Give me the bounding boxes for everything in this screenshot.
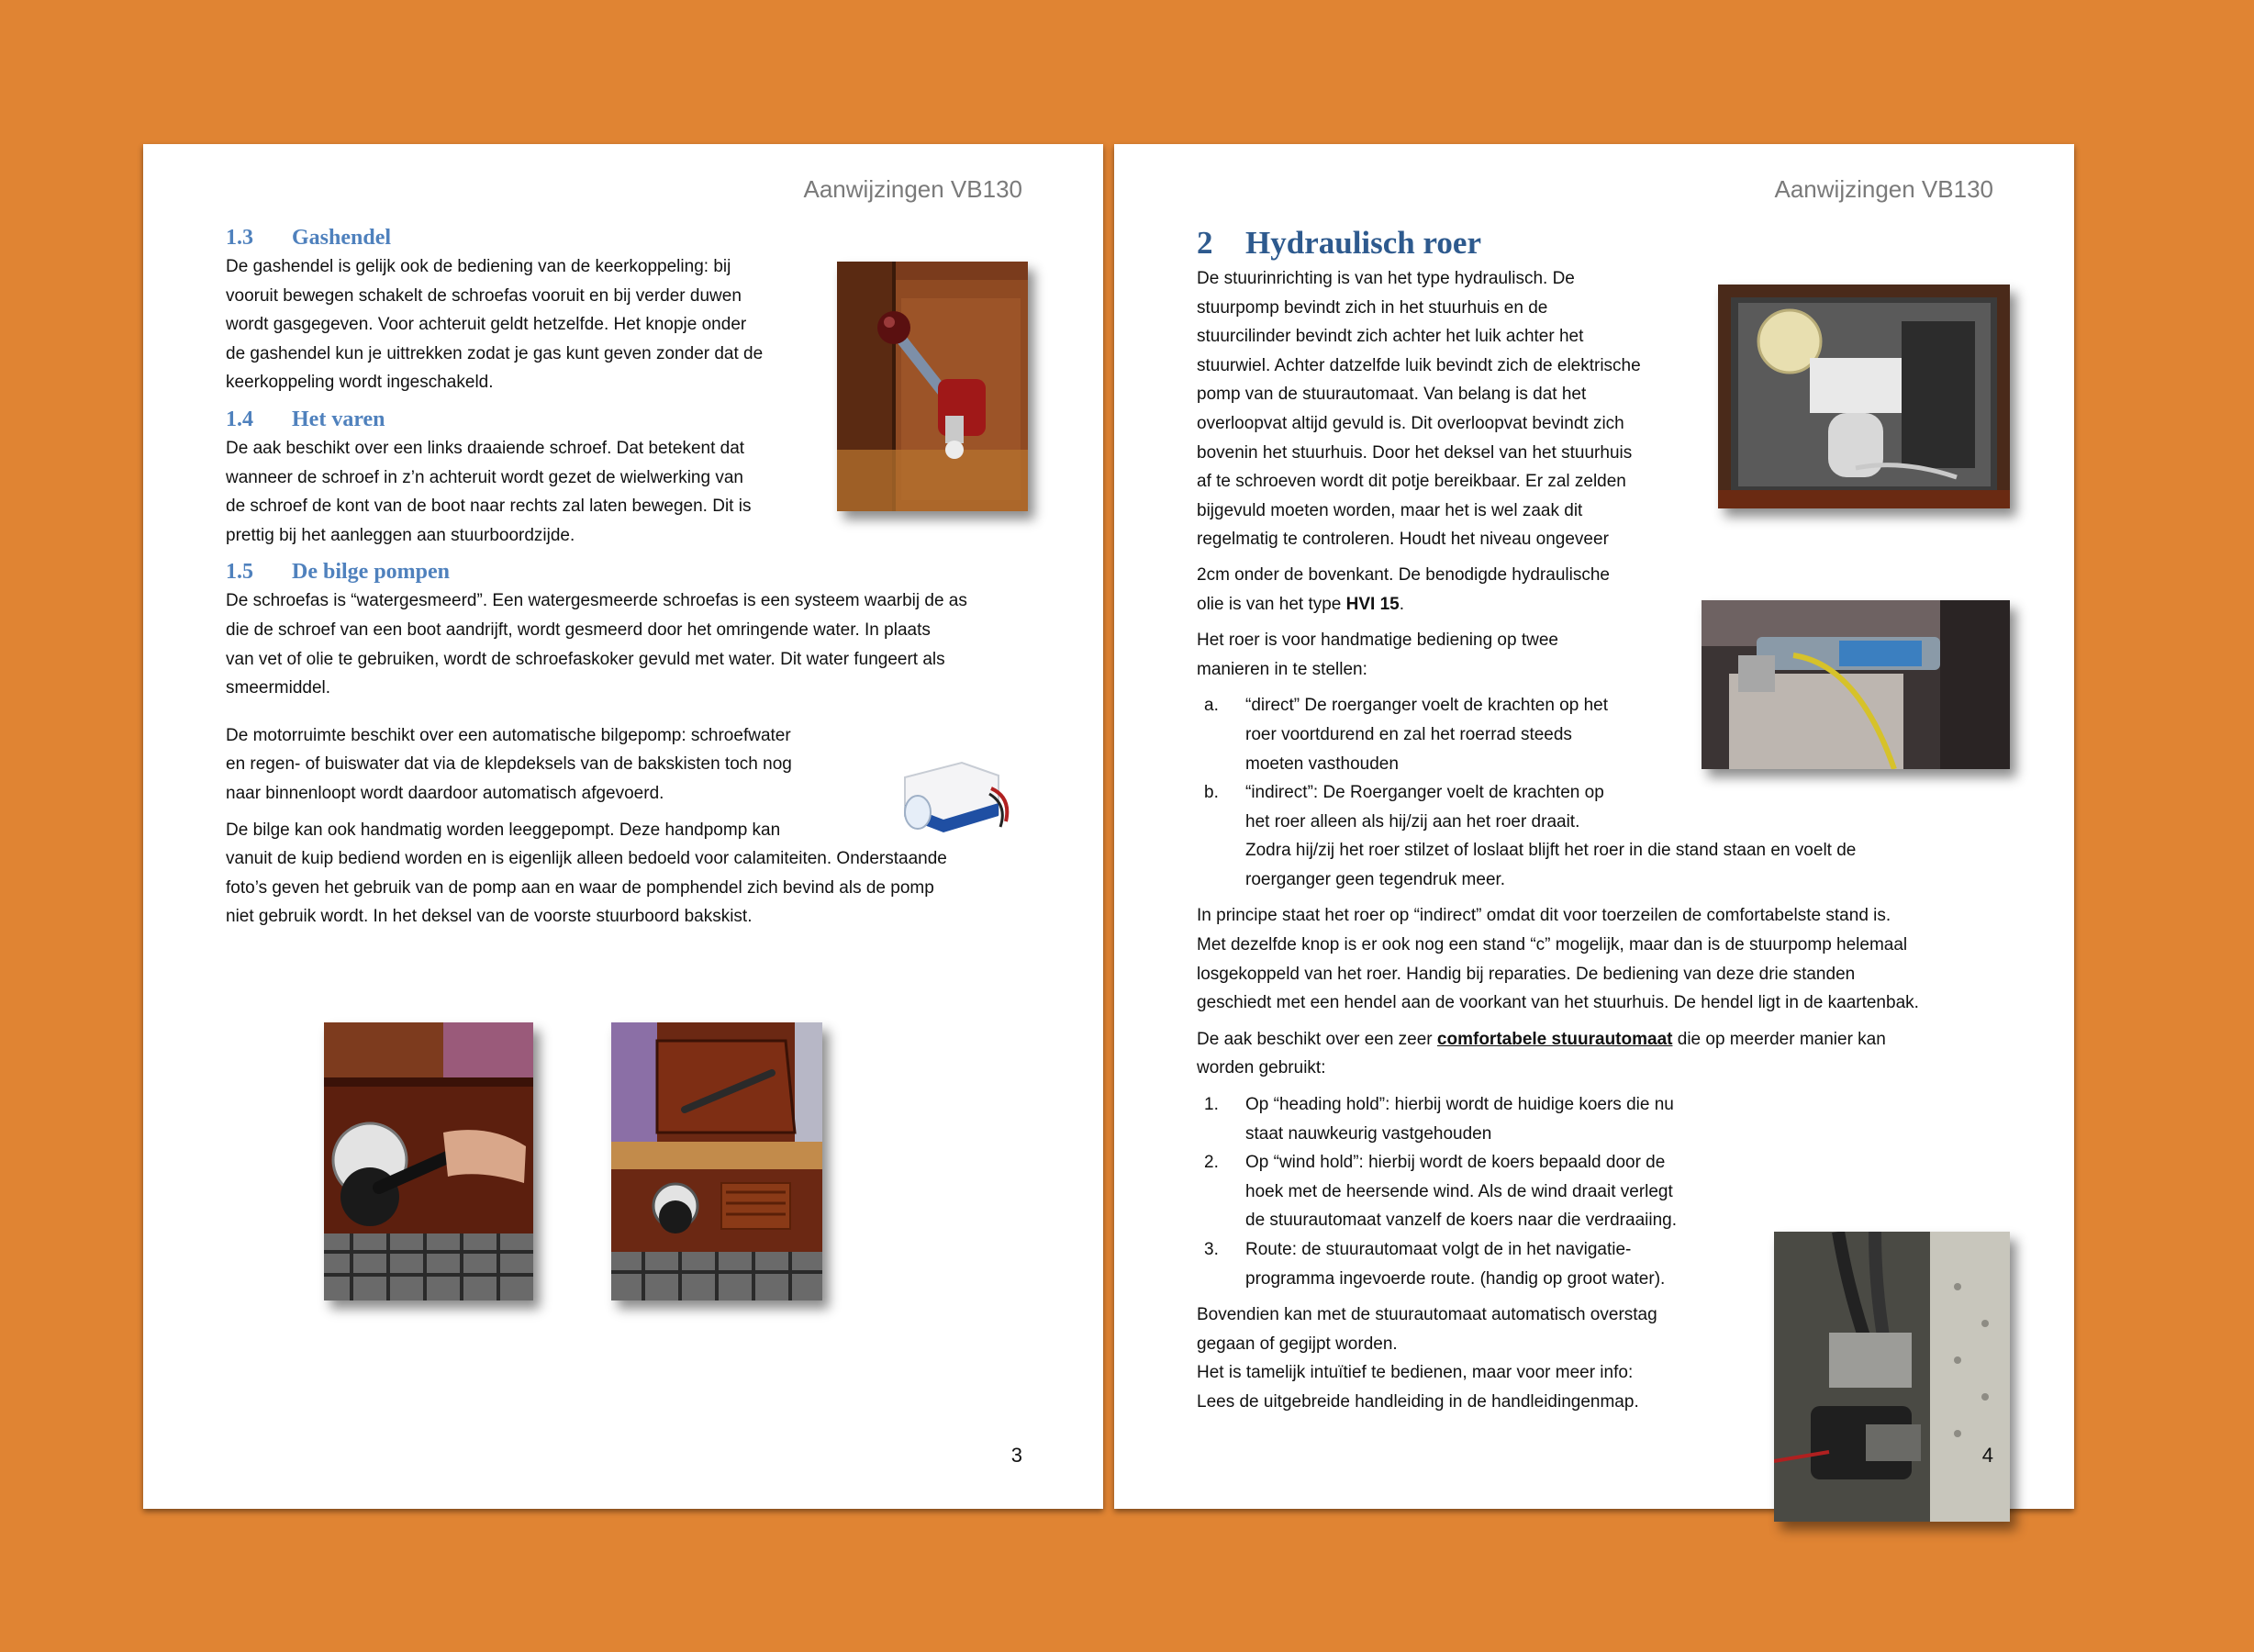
chapter-heading-hydraulisch-roer: 2 Hydraulisch roer xyxy=(1197,225,1481,261)
page-number: 4 xyxy=(1981,1444,1993,1467)
running-head: Aanwijzingen VB130 xyxy=(1774,175,1993,203)
paragraph-het-varen: De aak beschikt over een links draaiende schroef. Dat betekent dat wanneer de schroef in z’n achteruit wordt gezet de wielwerking van de schroef de kont van de boot naar rechts zal laten bewegen. Dit is prettig bij het aanleggen aan stuurboordzijde. xyxy=(226,438,752,545)
stuurhuis-photo xyxy=(1718,285,2010,508)
oil-type: HVI 15 xyxy=(1345,594,1400,614)
running-head: Aanwijzingen VB130 xyxy=(803,175,1022,203)
list-item: b. “indirect”: De Roerganger voelt de krachten op het roer alleen als hij/zij aan het roer draait. Zodra hij/zij het roer stilzet of loslaat blijft het roer in die stand staan en voelt de roerganger geen tegendruk meer. xyxy=(1204,783,1857,889)
paragraph-stuurinrichting: De stuurinrichting is van het type hydraulisch. De stuurpomp bevindt zich in het stuurhuis en de stuurcilinder bevindt zich achter het luik achter het stuurwiel. Achter datzelfde luik bevindt zich de elektrische pomp van de stuurautomaat. Van belang is dat het overloopvat altijd gevuld is. Dit overloopvat bevindt zich bovenin het stuurhuis. Door het deksel van het stuurhuis af te schroeven wordt dit potje bereikbaar. Er zal zelden bijgevuld moeten worden, maar het is wel zaak dit regelmatig te controleren. Houdt het niveau ongeveer xyxy=(1197,269,1641,550)
stuurautomaat-pomp-photo xyxy=(1774,1232,2010,1522)
paragraph-gashendel: De gashendel is gelijk ook de bediening van de keerkoppeling: bij vooruit bewegen schakelt de schroefas vooruit en bij verder duwen wordt gasgegeven. Voor achteruit geldt hetzelfde. Het knopje onder de gashendel kun je uittrekken zodat je gas kunt geven zonder dat de keerkoppeling wordt ingeschakeld. xyxy=(226,257,764,393)
handpomp-opgeborgen-photo xyxy=(611,1022,822,1300)
paragraph-bovendien: Bovendien kan met de stuurautomaat automatisch overstag gegaan of gegijpt worden. Het is tamelijk intuïtief te bedienen, maar voor meer info: Lees de uitgebreide handleiding in de handleidingenmap. xyxy=(1197,1305,1657,1412)
document-page-4 xyxy=(1114,144,2074,1509)
bilgepomp-photo xyxy=(898,752,1013,840)
section-heading-bilge-pompen: 1.5 De bilge pompen xyxy=(226,560,451,585)
document-page-3 xyxy=(143,144,1103,1509)
list-item: 1. Op “heading hold”: hierbij wordt de huidige koers die nu staat nauwkeurig vastgehouden xyxy=(1204,1095,1674,1144)
stuurcilinder-photo xyxy=(1702,600,2010,769)
list-item: a. “direct” De roerganger voelt de krachten op het roer voortdurend en zal het roerrad steeds moeten vasthouden xyxy=(1204,696,1608,774)
page-number: 3 xyxy=(1010,1444,1022,1467)
paragraph-hydraulische-olie: 2cm onder de bovenkant. De benodigde hydraulische olie is van het type HVI 15. xyxy=(1197,564,1610,614)
list-item: 3. Route: de stuurautomaat volgt de in het navigatie- programma ingevoerde route. (handig op groot water). xyxy=(1204,1240,1666,1289)
paragraph-handpomp: De bilge kan ook handmatig worden leeggepompt. Deze handpomp kan vanuit de kuip bediend worden en is eigenlijk alleen bedoeld voor calamiteiten. Onderstaande foto’s geven het gebruik van de pomp aan en waar de pomphendel zich bevind als de pomp niet gebruik wordt. In het deksel van de voorste stuurboord bakskist. xyxy=(226,820,947,927)
paragraph-schroefas: De schroefas is “watergesmeerd”. Een watergesmeerde schroefas is een systeem waarbij de as die de schroef van een boot aandrijft, wordt gesmeerd door het omringende water. In plaats van vet of olie te gebruiken, wordt de schroefaskoker gevuld met water. Dit water fungeert als smeermiddel. xyxy=(226,591,967,698)
paragraph-handmatige-bediening: Het roer is voor handmatige bediening op twee manieren in te stellen: xyxy=(1197,631,1558,679)
paragraph-stuurautomaat: De aak beschikt over een zeer comfortabele stuurautomaat die op meerder manier kan worden gebruikt: xyxy=(1197,1029,1886,1078)
paragraph-in-principe: In principe staat het roer op “indirect” omdat dit voor toerzeilen de comfortabelste stand is. Met dezelfde knop is er ook nog een stand “c” mogelijk, maar dan is de stuurpomp helemaal losgekoppeld van het roer. Handig bij reparaties. De bediening van deze drie standen geschiedt met een hendel aan de voorkant van het stuurhuis. De hendel ligt in de kaartenbak. xyxy=(1197,906,1919,1013)
list-item: 2. Op “wind hold”: hierbij wordt de koers bepaald door de hoek met de heersende wind. Als de wind draait verlegt de stuurautomaat vanzelf de koers naar die verdraaiing. xyxy=(1204,1153,1677,1231)
gashendel-photo xyxy=(837,262,1028,511)
handpomp-gebruik-photo xyxy=(324,1022,533,1300)
section-heading-het-varen: 1.4 Het varen xyxy=(226,407,385,431)
paragraph-bilgepomp: De motorruimte beschikt over een automatische bilgepomp: schroefwater en regen- of buiswater dat via de klepdeksels van de bakskisten toch nog naar binnenloopt wordt daardoor automatisch afgevoerd. xyxy=(226,725,792,803)
stuurautomaat-link[interactable]: comfortabele stuurautomaat xyxy=(1436,1029,1673,1049)
section-heading-gashendel: 1.3 Gashendel xyxy=(226,226,392,250)
